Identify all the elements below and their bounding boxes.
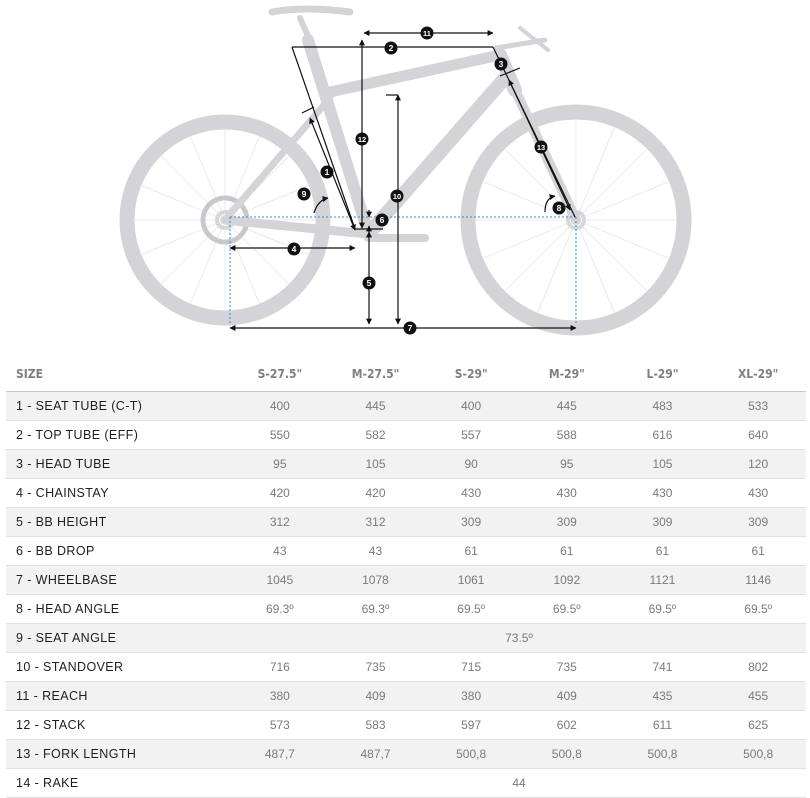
measurement-value: 588 xyxy=(519,421,615,450)
measurement-value: 95 xyxy=(519,450,615,479)
measurement-value: 445 xyxy=(519,392,615,421)
table-header-row xyxy=(6,357,806,392)
measurement-value: 500,8 xyxy=(519,740,615,769)
size-column-header: M-29" xyxy=(519,357,615,392)
geometry-table xyxy=(6,357,806,798)
measurement-value: 715 xyxy=(423,653,519,682)
measurement-label: 10 - STANDOVER xyxy=(6,653,232,682)
svg-text:1: 1 xyxy=(324,167,330,177)
measurement-value: 420 xyxy=(232,479,328,508)
table-row xyxy=(6,595,806,624)
measurement-value: 430 xyxy=(519,479,615,508)
measurement-label: 7 - WHEELBASE xyxy=(6,566,232,595)
size-column-header: S-29" xyxy=(423,357,519,392)
measurement-value: 557 xyxy=(423,421,519,450)
size-header: SIZE xyxy=(6,357,232,392)
measurement-value: 69.3º xyxy=(232,595,328,624)
table-row xyxy=(6,508,806,537)
measurement-value: 120 xyxy=(710,450,806,479)
marker-4 xyxy=(288,243,301,256)
measurement-value: 735 xyxy=(519,653,615,682)
measurement-value: 400 xyxy=(232,392,328,421)
measurement-value: 1092 xyxy=(519,566,615,595)
measurement-value: 95 xyxy=(232,450,328,479)
measurement-value: 69.5º xyxy=(710,595,806,624)
marker-6 xyxy=(376,214,389,227)
measurement-value: 597 xyxy=(423,711,519,740)
measurement-value: 380 xyxy=(423,682,519,711)
table-row xyxy=(6,566,806,595)
measurement-value: 1061 xyxy=(423,566,519,595)
measurement-value: 455 xyxy=(710,682,806,711)
marker-12 xyxy=(356,133,369,146)
marker-9 xyxy=(298,188,311,201)
svg-text:5: 5 xyxy=(366,278,372,288)
table-row xyxy=(6,682,806,711)
measurement-value: 312 xyxy=(328,508,424,537)
measurement-label: 8 - HEAD ANGLE xyxy=(6,595,232,624)
svg-text:11: 11 xyxy=(423,29,431,38)
measurement-value: 61 xyxy=(519,537,615,566)
svg-text:6: 6 xyxy=(379,215,385,225)
table-row xyxy=(6,740,806,769)
measurement-value: 573 xyxy=(232,711,328,740)
measurement-value: 309 xyxy=(423,508,519,537)
table-row xyxy=(6,653,806,682)
measurement-value: 625 xyxy=(710,711,806,740)
marker-10 xyxy=(391,190,404,203)
marker-11 xyxy=(421,27,434,40)
measurement-value: 430 xyxy=(423,479,519,508)
svg-text:2: 2 xyxy=(388,43,394,53)
size-column-header: L-29" xyxy=(615,357,711,392)
table-row xyxy=(6,711,806,740)
measurement-value: 430 xyxy=(615,479,711,508)
measurement-label: 14 - RAKE xyxy=(6,769,232,798)
measurement-value: 1045 xyxy=(232,566,328,595)
measurement-label: 3 - HEAD TUBE xyxy=(6,450,232,479)
svg-text:3: 3 xyxy=(498,59,504,69)
svg-text:7: 7 xyxy=(407,323,413,333)
svg-text:8: 8 xyxy=(556,203,562,213)
marker-2 xyxy=(385,42,398,55)
measurement-value: 1078 xyxy=(328,566,424,595)
measurement-value: 445 xyxy=(328,392,424,421)
measurement-value: 309 xyxy=(519,508,615,537)
measurement-value: 69.3º xyxy=(328,595,424,624)
measurement-value: 533 xyxy=(710,392,806,421)
bike-silhouette xyxy=(127,9,684,328)
measurement-label: 6 - BB DROP xyxy=(6,537,232,566)
measurement-value: 1146 xyxy=(710,566,806,595)
measurement-label: 5 - BB HEIGHT xyxy=(6,508,232,537)
bike-geometry-diagram xyxy=(0,0,810,345)
table-row xyxy=(6,392,806,421)
measurement-value: 90 xyxy=(423,450,519,479)
measurement-value: 409 xyxy=(328,682,424,711)
measurement-value: 582 xyxy=(328,421,424,450)
table-row xyxy=(6,537,806,566)
measurement-value: 44 xyxy=(232,769,806,798)
measurement-value: 105 xyxy=(328,450,424,479)
measurement-value: 716 xyxy=(232,653,328,682)
measurement-value: 735 xyxy=(328,653,424,682)
measurement-label: 9 - SEAT ANGLE xyxy=(6,624,232,653)
measurement-label: 1 - SEAT TUBE (C-T) xyxy=(6,392,232,421)
measurement-value: 61 xyxy=(615,537,711,566)
table-row xyxy=(6,769,806,798)
measurement-value: 483 xyxy=(615,392,711,421)
measurement-label: 12 - STACK xyxy=(6,711,232,740)
measurement-value: 43 xyxy=(232,537,328,566)
marker-5 xyxy=(363,277,376,290)
size-column-header: XL-29" xyxy=(710,357,806,392)
measurement-value: 550 xyxy=(232,421,328,450)
table-row xyxy=(6,421,806,450)
measurement-value: 43 xyxy=(328,537,424,566)
svg-text:10: 10 xyxy=(392,192,402,201)
svg-text:9: 9 xyxy=(301,189,307,199)
svg-text:4: 4 xyxy=(291,244,297,254)
measurement-value: 611 xyxy=(615,711,711,740)
measurement-value: 312 xyxy=(232,508,328,537)
measurement-value: 380 xyxy=(232,682,328,711)
measurement-label: 11 - REACH xyxy=(6,682,232,711)
measurement-value: 409 xyxy=(519,682,615,711)
marker-3 xyxy=(495,58,508,71)
marker-7 xyxy=(404,322,417,335)
measurement-value: 500,8 xyxy=(710,740,806,769)
table-row xyxy=(6,624,806,653)
measurement-label: 4 - CHAINSTAY xyxy=(6,479,232,508)
table-row xyxy=(6,479,806,508)
measurement-value: 741 xyxy=(615,653,711,682)
measurement-label: 2 - TOP TUBE (EFF) xyxy=(6,421,232,450)
measurement-value: 400 xyxy=(423,392,519,421)
measurement-value: 487,7 xyxy=(328,740,424,769)
marker-1 xyxy=(321,166,334,179)
measurement-value: 802 xyxy=(710,653,806,682)
measurement-value: 420 xyxy=(328,479,424,508)
marker-8 xyxy=(553,202,566,215)
measurement-value: 487,7 xyxy=(232,740,328,769)
measurement-value: 1121 xyxy=(615,566,711,595)
measurement-value: 69.5º xyxy=(423,595,519,624)
measurement-value: 500,8 xyxy=(615,740,711,769)
size-column-header: S-27.5" xyxy=(232,357,328,392)
marker-13 xyxy=(535,141,548,154)
measurement-value: 583 xyxy=(328,711,424,740)
measurement-value: 61 xyxy=(423,537,519,566)
svg-text:13: 13 xyxy=(536,143,546,152)
measurement-value: 61 xyxy=(710,537,806,566)
svg-text:12: 12 xyxy=(357,135,367,144)
measurement-value: 73.5º xyxy=(232,624,806,653)
measurement-value: 640 xyxy=(710,421,806,450)
measurement-value: 602 xyxy=(519,711,615,740)
measurement-value: 69.5º xyxy=(615,595,711,624)
measurement-value: 105 xyxy=(615,450,711,479)
table-row xyxy=(6,450,806,479)
measurement-label: 13 - FORK LENGTH xyxy=(6,740,232,769)
measurement-value: 430 xyxy=(710,479,806,508)
measurement-value: 69.5º xyxy=(519,595,615,624)
measurement-value: 309 xyxy=(710,508,806,537)
measurement-value: 309 xyxy=(615,508,711,537)
measurement-value: 616 xyxy=(615,421,711,450)
measurement-value: 435 xyxy=(615,682,711,711)
measurement-value: 500,8 xyxy=(423,740,519,769)
size-column-header: M-27.5" xyxy=(328,357,424,392)
